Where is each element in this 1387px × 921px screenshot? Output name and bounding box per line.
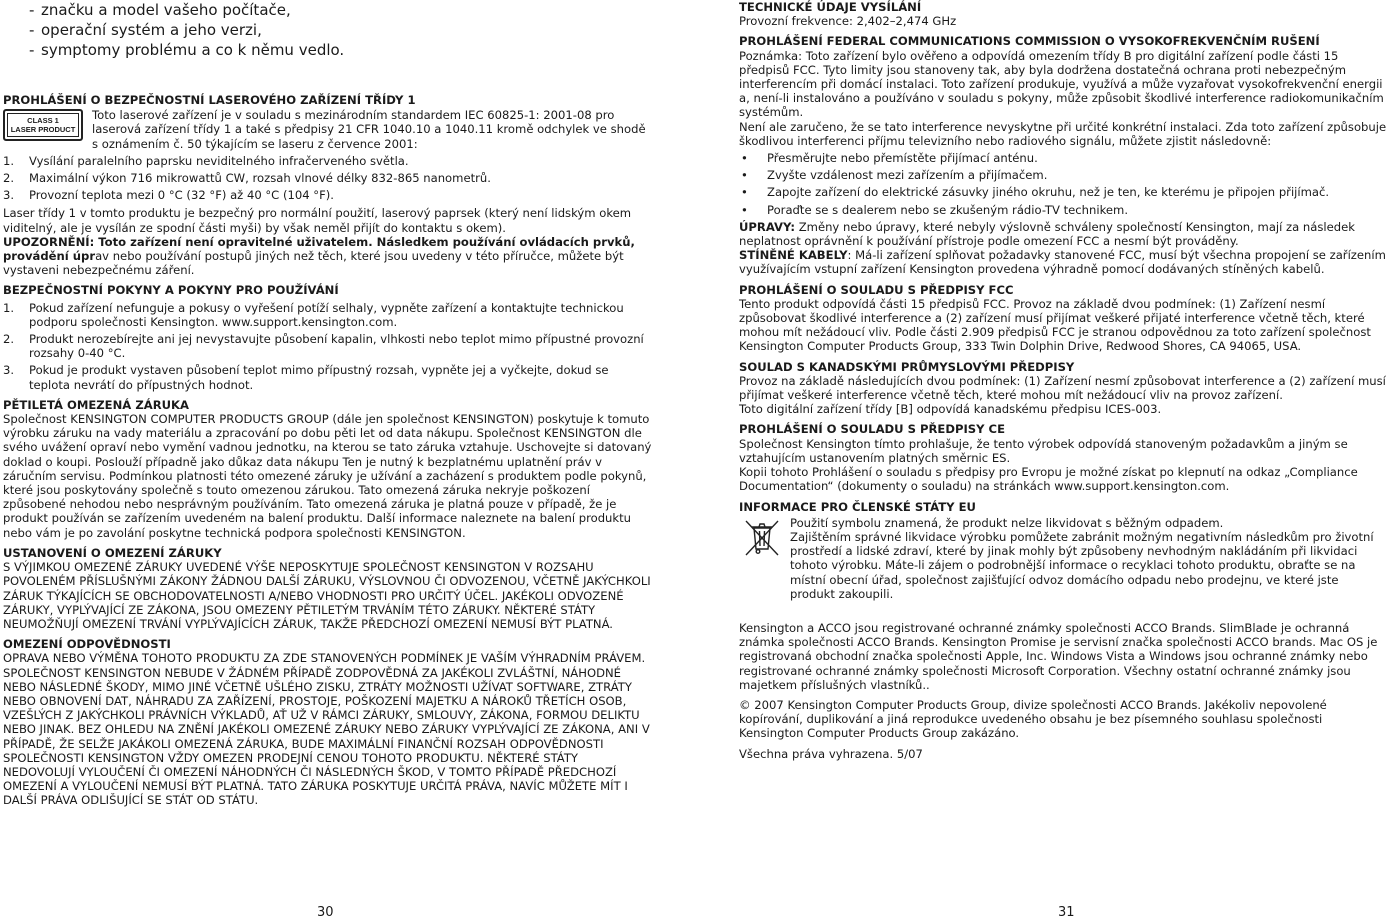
page-number-left: 30	[317, 905, 334, 920]
list-item: • Zapojte zařízení do elektrické zásuvky jiného okruhu, než je ten, ke kterému je připojen přijímač.	[741, 185, 1330, 200]
fcc-bullet-list	[739, 151, 1387, 217]
cables-paragraph: STÍNĚNÉ KABELY: Má-li zařízení splňovat požadavky stanovené FCC, musí být všechna propojení se zařízením využívajícím vstupní zařízení Kensington provedena výhradně pomocí dodávaných stíněných kabelů.	[739, 248, 1386, 277]
list-item: - značku a model vašeho počítače,	[29, 0, 653, 20]
warning-paragraph	[3, 235, 653, 278]
fcc-compliance-section	[739, 283, 1387, 354]
warranty-text: Společnost KENSINGTON COMPUTER PRODUCTS GROUP (dále jen společnost KENSINGTON) poskytuje k tomuto výrobku záruku na vady materiálu a zpracování po dobu pěti let od data nákupu. Společnost KENSINGTON dle svého uvážení opraví nebo vymění vadnou jednotku, na kterou se tato záruka vztahuje. Uschovejte si datovaný doklad o koupi. Poslouží případně jako důkaz data nákupu Ten je nutný k bezplatnému uplatnění práv v záručním servisu. Podmínkou platnosti této omezené záruky je užívání a zacházení s produktem podle pokynů, které jsou poskytovány společně s touto omezenou zárukou. Tato omezená záruka nekryje poškození způsobené nehodou nebo nesprávným používáním. Tato omezená záruka je platná pouze v případě, že je produkt používán se zařízením uvedeném na balení produktu. Další informace naleznete na balení produktu nebo vám je po zavolání poskytne technická podpora společnosti KENSINGTON.	[3, 412, 652, 540]
limit-text: S VÝJIMKOU OMEZENÉ ZÁRUKY UVEDENÉ VÝŠE NEPOSKYTUJE SPOLEČNOST KENSINGTON V ROZSAHU POVOLENÉM PŘÍSLUŠNÝMI ZÁKONY ŽÁDNOU DALŠÍ ZÁRUKU, VÝSLOVNOU ČI ODVOZENOU, VČETNĚ JAKÝCHKOLI ZÁRUK TÝKAJÍCÍCH SE OBCHODOVATELNOSTI A/NEBO VHODNOSTI PRO URČITÝ ÚČEL. JAKÉKOLI ODVOZENÉ ZÁRUKY, VYPLÝVAJÍCÍ ZE ZÁKONA, JSOU OMEZENY PĚTILETÝM TRVÁNÍM TÉTO ZÁRUKY. NĚKTERÉ STÁTY NEUMOŽŇUJÍ OMEZENÍ TRVÁNÍ VYPLÝVAJÍCÍCH ZÁRUK, TAKŽE PŘEDCHOZÍ OMEZENÍ NEMUSÍ BÝT PLATNÁ.	[3, 560, 651, 631]
laser-statement	[3, 108, 653, 151]
list-item: - operační systém a jeho verzi,	[29, 20, 653, 40]
ce-text-2: Kopii tohoto Prohlášení o souladu s předpisy pro Evropu je možné získat po klepnutí na odkaz „Compliance Documentation“ (dokumenty o souladu) na stránkách www.support.kensington.com.	[739, 465, 1358, 494]
list-item: 2. Maximální výkon 716 mikrowattů CW, rozsah vlnové délky 832-865 nanometrů.	[3, 171, 491, 186]
fcc-note-2: Není ale zaručeno, že se tato interference nevyskytne při určité konkrétní instalaci. Zda toto zařízení způsobuje škodlivou interferenci příjmu televizního nebo radiového signálu, můžete zjistit následovně:	[739, 119, 1387, 148]
copyright-text: © 2007 Kensington Computer Products Group, divize společnosti ACCO Brands. Jakékoliv nepovolené kopírování, duplikování a jiná reprodukce uvedeného obsahu je bez písemného souhlasu společnosti Kensington Computer Products Group zakázáno.	[739, 697, 1327, 741]
liability-heading: OMEZENÍ ODPOVĚDNOSTI	[3, 637, 171, 652]
canada-text: Provoz na základě následujících dvou podmínek: (1) Zařízení nesmí způsobovat interference a (2) zařízení musí přijímat veškeré interference včetně těch, které mohou mít nežádoucí vliv na provoz zařízení.	[739, 373, 1386, 403]
list-item: 3. Pokud je produkt vystaven působení teplot mimo přípustný rozsah, vypněte jej a vyčkejte, dokud se teplota nevrátí do přípustných hodnot.	[3, 363, 609, 392]
eu-text-block	[790, 516, 1387, 601]
limit-section	[3, 546, 653, 631]
list-item: - symptomy problému a co k němu vedlo.	[29, 40, 653, 60]
list-item: • Zvyšte vzdálenost mezi zařízením a přijímačem.	[741, 168, 1048, 183]
list-item: 1. Pokud zařízení nefunguje a pokusy o vyřešení potíží selhaly, vypněte zařízení a kontaktujte technickou podporu společnosti Kensington. www.support.kensington.com.	[3, 300, 624, 329]
trademarks-text: Kensington a ACCO jsou registrované ochranné známky společnosti ACCO Brands. SlimBlade je ochranná známka společnosti ACCO Brands. Kensington Promise je servisní značka společnosti ACCO brands. Mac OS je registrovaná obchodní značka společnosti Apple, Inc. Windows Vista a Windows jsou ochranné známky nebo registrované ochranné známky společnosti Microsoft Corporation. Všechny ostatní ochranné známky jsou majetkem příslušných vlastníků..	[739, 620, 1378, 692]
canada-section	[739, 360, 1387, 417]
warning-rest: av nebo používání postupů jiných než těch, které jsou uvedeny v této příručce, můžete být vystaveni nebezpečnému záření.	[3, 249, 624, 278]
troubleshoot-info-list	[3, 0, 653, 60]
ce-heading: PROHLÁŠENÍ O SOULADU S PŘEDPISY CE	[739, 422, 1005, 437]
eu-statement	[739, 516, 1387, 601]
warranty-section	[3, 398, 653, 540]
warranty-heading: PĚTILETÁ OMEZENÁ ZÁRUKA	[3, 397, 189, 412]
radio-section	[739, 0, 1387, 28]
eu-heading: INFORMACE PRO ČLENSKÉ STÁTY EU	[739, 499, 976, 514]
rights-text: Všechna práva vyhrazena. 5/07	[739, 746, 923, 761]
radio-text: Provozní frekvence: 2,402–2,474 GHz	[739, 14, 957, 29]
radio-heading: TECHNICKÉ ÚDAJE VYSÍLÁNÍ	[739, 0, 922, 14]
laser-paragraph: Laser třídy 1 v tomto produktu je bezpečný pro normální použití, laserový paprsek (který není lidským okem viditelný, ale je vysílán ze spodní části myši) by však neměl přijít do kontaktu s okem).	[3, 206, 632, 235]
class1-laser-label-icon: CLASS 1 LASER PRODUCT	[3, 109, 83, 141]
modifications-paragraph: ÚPRAVY: Změny nebo úpravy, které nebyly výslovně schváleny společností Kensington, mají za následek neplatnost oprávnění k používání přístroje podle omezení FCC a nesmí být prováděny.	[739, 219, 1355, 249]
limit-heading: USTANOVENÍ O OMEZENÍ ZÁRUKY	[3, 545, 222, 560]
fcc-compliance-heading: PROHLÁŠENÍ O SOULADU S PŘEDPISY FCC	[739, 282, 1014, 297]
fcc-heading: PROHLÁŠENÍ FEDERAL COMMUNICATIONS COMMISSION O VYSOKOFREKVENČNÍM RUŠENÍ	[739, 34, 1320, 49]
left-page	[3, 0, 653, 808]
ce-section	[739, 422, 1387, 493]
fcc-section	[739, 34, 1387, 276]
crossed-bin-weee-icon	[743, 516, 781, 558]
safety-heading: BEZPEČNOSTNÍ POKYNY A POKYNY PRO POUŽÍVÁNÍ	[3, 283, 339, 298]
fcc-note: Poznámka: Toto zařízení bylo ověřeno a odpovídá omezením třídy B pro digitální zařízení podle části 15 předpisů FCC. Tyto limity jsou stanoveny tak, aby byla dodržena dostatečná ochrana proti nebezpečným interferencím při domácí instalaci. Toto zařízení produkuje, využívá a může vyzařovat vysokofrekvenční energii a, není-li instalováno a používáno v souladu s pokyny, může způsobit škodlivé interference radiokomunikačním systémům.	[739, 48, 1384, 120]
right-page	[739, 0, 1387, 761]
laser-heading: PROHLÁŠENÍ O BEZPEČNOSTNÍ LASEROVÉHO ZAŘÍZENÍ TŘÍDY 1	[3, 93, 416, 107]
safety-section	[3, 283, 653, 391]
list-item: • Přesměrujte nebo přemístěte přijímací anténu.	[741, 151, 1038, 166]
fcc-compliance-text: Tento produkt odpovídá části 15 předpisů FCC. Provoz na základě dvou podmínek: (1) Zařízení nesmí způsobovat škodlivé interference a (2) zařízení musí přijímat veškeré přijaté interference včetně těch, které mohou mít nežádoucí vliv. Podle části 2.909 předpisů FCC je stranou odpovědnou za toto zařízení společnost Kensington Computer Products Group, 333 Twin Dolphin Drive, Redwood Shores, CA 94065, USA.	[739, 296, 1371, 354]
safety-list	[3, 301, 653, 392]
eu-text-1: Použití symbolu znamená, že produkt nelze likvidovat s běžným odpadem.	[790, 515, 1224, 530]
eu-text-2: Zajištěním správné likvidace výrobku pomůžete zabránit možným negativním následkům pro životní prostředí a lidské zdraví, které by jinak mohly být způsobeny nevhodným nakládáním při likvidaci tohoto výrobku. Máte-li zájem o podrobnější informace o recyklaci tohoto produktu, obraťte se na místní obecní úřad, společnost zajišťující odvoz domácího odpadu nebo prodejnu, ve které jste produkt zakoupili.	[790, 529, 1374, 601]
laser-section	[3, 93, 653, 277]
canada-heading: SOULAD S KANADSKÝMI PRŮMYSLOVÝMI PŘEDPISY	[739, 359, 1075, 374]
eu-section	[739, 500, 1387, 601]
laser-text: Toto laserové zařízení je v souladu s mezinárodním standardem IEC 60825-1: 2001-08 pro laserová zařízení třídy 1 a také s předpisy 21 CFR 1040.10 a 1040.11 kromě odchylek ve shodě s oznámením č. 50 týkajícím se laseru z července 2001:	[92, 108, 646, 151]
list-item: 3. Provozní teplota mezi 0 °C (32 °F) až 40 °C (104 °F).	[3, 188, 334, 203]
ce-text: Společnost Kensington tímto prohlašuje, že tento výrobek odpovídá stanoveným požadavkům a jiným se vztahujícím ustanovením platných směrnic ES.	[739, 436, 1348, 465]
list-item: • Poraďte se s dealerem nebo se zkušeným rádio-TV technikem.	[741, 202, 1129, 217]
liability-section	[3, 637, 653, 807]
page-number-right: 31	[1058, 905, 1075, 920]
list-item: 1. Vysílání paralelního paprsku neviditelného infračerveného světla.	[3, 153, 409, 168]
warning-bold: UPOZORNĚNÍ: Toto zařízení není opravitelné uživatelem. Následkem používání ovládacích prvků, provádění úpr	[3, 234, 635, 264]
canada-text-2: Toto digitální zařízení třídy [B] odpovídá kanadskému předpisu ICES-003.	[739, 402, 1162, 417]
liability-text: OPRAVA NEBO VÝMĚNA TOHOTO PRODUKTU ZA ZDE STANOVENÝCH PODMÍNEK JE VAŠÍM VÝHRADNÍM PRÁVEM. SPOLEČNOST KENSINGTON NEBUDE V ŽÁDNÉM PŘÍPADĚ ZODPOVĚDNÁ ZA JAKÉKOLI ZVLÁŠTNÍ, NÁHODNÉ NEBO NÁSLEDNÉ ŠKODY, MIMO JINÉ VČETNĚ UŠLÉHO ZISKU, ZTRÁTY MOŽNOSTI UŽÍVAT SOFTWARE, ZTRÁTY NEBO OBNOVENÍ DAT, NÁHRADU ZA ZAŘÍZENÍ, PROSTOJE, POŠKOZENÍ MAJETKU A NÁROKŮ TŘETÍCH OSOB, VZEŠLÝCH Z JAKÝCHKOLI PRÁVNÍCH VÝKLADŮ, AŤ UŽ V RÁMCI ZÁRUKY, SMLOUVY, ZÁKONA, FORMOU DELIKTU NEBO JINAK. BEZ OHLEDU NA ZNĚNÍ JAKÉKOLI OMEZENÉ ZÁRUKY NEBO ZÁRUKY VYPLÝVAJÍCÍ ZE ZÁKONA, ANI V PŘÍPADĚ, ŽE SELŽE JAKÁKOLI OMEZENÁ ZÁRUKA, BUDE MAXIMÁLNÍ FINANČNÍ ROZSAH ODPOVĚDNOSTI SPOLEČNOSTI KENSINGTON VŽDY OMEZEN PRODEJNÍ CENOU TOHOTO PRODUKTU. NĚKTERÉ STÁTY NEDOVOLUJÍ VYLOUČENÍ ČI OMEZENÍ NÁHODNÝCH ČI NÁSLEDNÝCH ŠKOD, V TOMTO PŘÍPADĚ PŘEDCHOZÍ OMEZENÍ A VYLOUČENÍ NEMUSÍ BÝT PLATNÁ. TATO ZÁRUKA POSKYTUJE URČITÁ PRÁVA, NAVÍC MŮŽETE MÍT I DALŠÍ PRÁVA ODLIŠUJÍCÍ SE STÁT OD STÁTU.	[3, 651, 650, 808]
laser-spec-list	[3, 154, 653, 203]
list-item: 2. Produkt nerozebírejte ani jej nevystavujte působení kapalin, vlhkosti nebo teplot mimo přípustné provozní rozsahy 0-40 °C.	[3, 332, 644, 361]
